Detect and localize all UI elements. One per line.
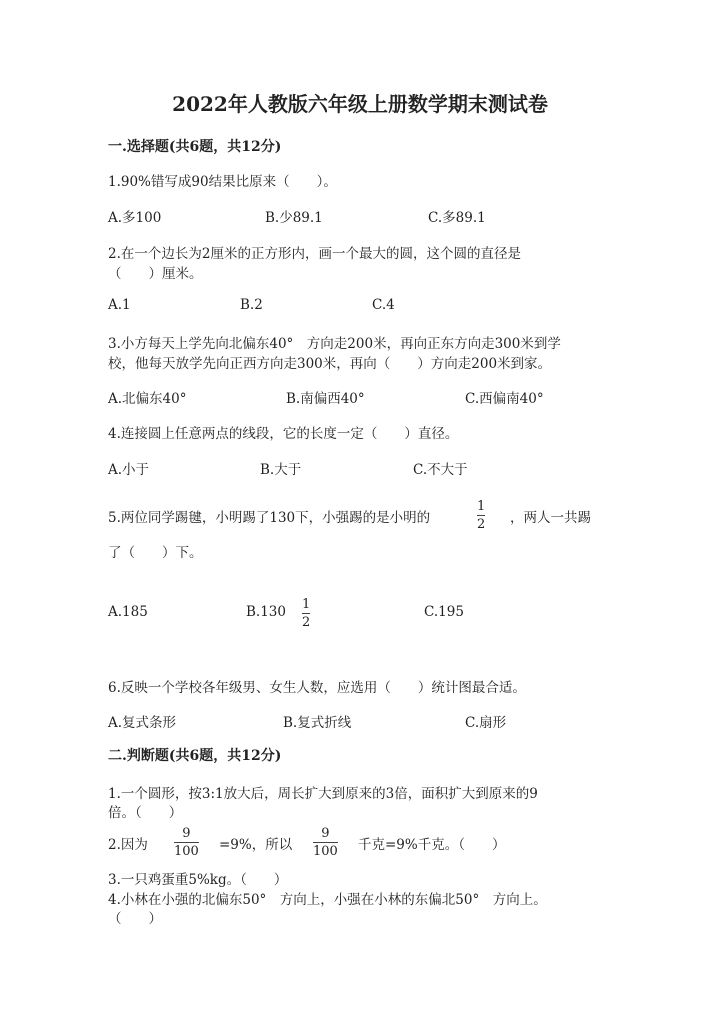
j2-fraction-2-denominator: 100 [313,844,338,859]
q5-fraction-denominator: 2 [477,517,486,532]
q3-option-c: C.西偏南40° [465,391,544,407]
q5-option-c: C.195 [424,604,464,620]
judgment-2-part3: 千克=9%千克。（ ） [358,837,506,853]
question-2-line1: 2.在一个边长为2厘米的正方形内，画一个最大的圆，这个圆的直径是 [108,246,521,262]
j2-fraction-1 [174,826,199,859]
q4-option-a: A.小于 [108,462,150,478]
q5-option-fraction-denominator: 2 [302,615,311,630]
q2-option-b: B.2 [240,297,263,313]
question-1: 1.90%错写成90结果比原来（ ）。 [108,174,337,190]
judgment-1-line2: 倍。（ ） [108,805,183,821]
judgment-4-line2: （ ） [108,911,162,927]
judgment-2-part1: 2.因为 [108,837,148,853]
q1-option-c: C.多89.1 [428,210,486,226]
j2-fraction-2-numerator: 9 [321,826,330,841]
q4-option-c: C.不大于 [413,462,468,478]
question-5-part2: ，两人一共踢 [510,510,591,526]
q1-option-a: A.多100 [108,210,162,226]
judgment-1-line1: 1.一个圆形，按3:1放大后，周长扩大到原来的3倍，面积扩大到原来的9 [108,786,538,802]
q5-fraction-numerator: 1 [477,499,486,514]
page-title: 2022年人教版六年级上册数学期末测试卷 [172,92,548,116]
judgment-4-line1: 4.小林在小强的北偏东50° 方向上，小强在小林的东偏北50° 方向上。 [108,892,547,908]
q6-option-b: B.复式折线 [283,715,352,731]
q5-option-a: A.185 [108,604,148,620]
judgment-2-part2: =9%，所以 [219,837,293,853]
q5-option-b: B.130 [246,604,286,620]
question-5-part1: 5.两位同学踢毽，小明踢了130下，小强踢的是小明的 [108,510,431,526]
question-5-line2: 了（ ）下。 [108,545,203,561]
section-heading-judgment: 二.判断题(共6题，共12分) [108,748,282,764]
q1-option-b: B.少89.1 [265,210,323,226]
q5-fraction [477,499,485,532]
question-4: 4.连接圆上任意两点的线段，它的长度一定（ ）直径。 [108,426,459,442]
question-3-line2: 校，他每天放学先向正西方向走300米，再向（ ）方向走200米到家。 [108,356,552,372]
q2-option-a: A.1 [108,297,131,313]
question-2-line2: （ ）厘米。 [108,266,203,282]
section-heading-choice: 一.选择题(共6题，共12分) [108,139,282,155]
q6-option-a: A.复式条形 [108,715,177,731]
judgment-3: 3.一只鸡蛋重5%kg。（ ） [108,872,288,888]
q5-option-fraction-numerator: 1 [302,597,311,612]
j2-fraction-2 [313,826,338,859]
q4-option-b: B.大于 [260,462,302,478]
q2-option-c: C.4 [372,297,395,313]
j2-fraction-1-denominator: 100 [174,844,199,859]
question-3-line1: 3.小方每天上学先向北偏东40° 方向走200米，再向正东方向走300米到学 [108,336,561,352]
j2-fraction-1-numerator: 9 [182,826,191,841]
q6-option-c: C.扇形 [465,715,507,731]
question-6: 6.反映一个学校各年级男、女生人数，应选用（ ）统计图最合适。 [108,680,526,696]
q5-option-b-fraction [302,597,310,630]
q3-option-b: B.南偏西40° [286,391,365,407]
q3-option-a: A.北偏东40° [108,391,187,407]
